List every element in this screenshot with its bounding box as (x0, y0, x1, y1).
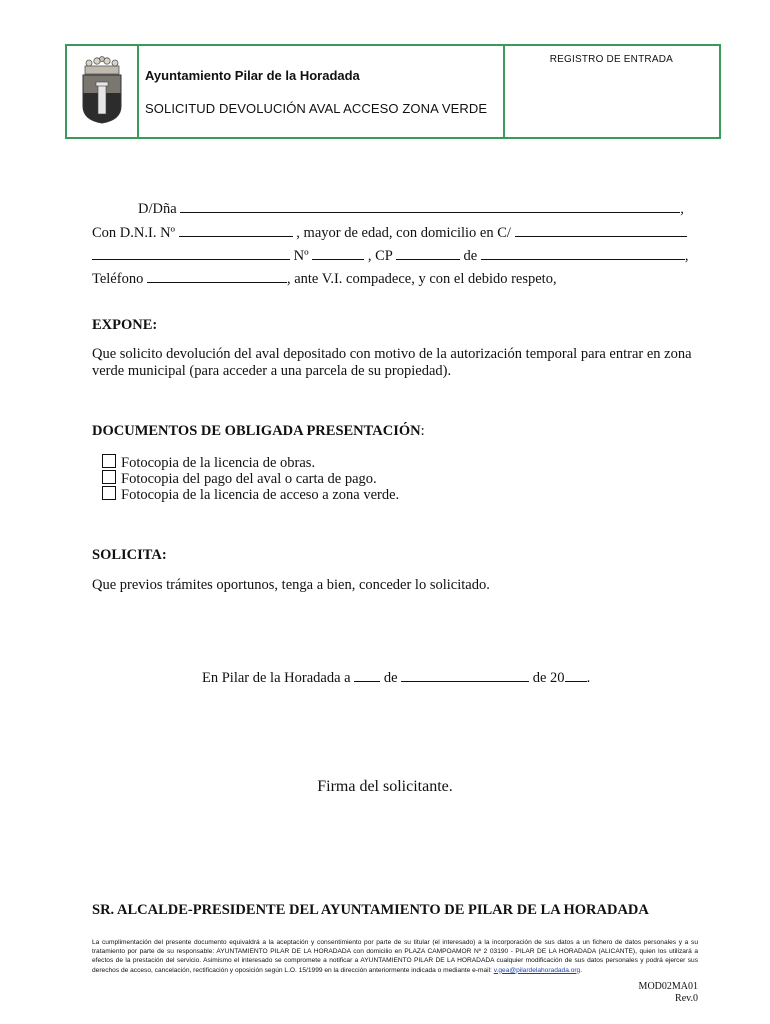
doc-item-pago-aval: Fotocopia del pago del aval o carta de pago. (102, 470, 377, 488)
number-field[interactable] (312, 247, 364, 260)
line-address (92, 247, 688, 265)
expone-text: Que solicito devolución del aval depositado con motivo de la autorización temporal para entrar en zona verde municipal (para acceder a una parcela de su propiedad). (92, 346, 692, 379)
registro-label: REGISTRO DE ENTRADA (549, 54, 673, 65)
ante-text: , ante V.I. compadece, y con el debido respeto, (286, 271, 557, 287)
organization-name: Ayuntamiento Pilar de la Horadada (145, 68, 360, 83)
dni-field[interactable] (179, 224, 293, 237)
doc-item-licencia-zona-verde: Fotocopia de la licencia de acceso a zona verde. (102, 486, 399, 504)
addressee: SR. ALCALDE-PRESIDENTE DEL AYUNTAMIENTO DE PILAR DE LA HORADADA (92, 902, 649, 918)
phone-field[interactable] (147, 270, 287, 283)
mayor-label: , mayor de edad, con domicilio en C/ (296, 225, 511, 241)
crest-cell (67, 46, 139, 137)
solicita-text: Que previos trámites oportunos, tenga a bien, conceder lo solicitado. (92, 577, 490, 593)
legal-notice: La cumplimentación del presente documento equivaldrá a la aceptación y consentimiento por parte de su titular (el interesado) a la incorporación de sus datos a un fichero de datos personales y a su tratamiento por parte de su responsable: AYUNTAMIENTO PILAR DE LA HORADADA con domicilio en PLAZA CAMPOAMOR Nº 2 03190 - PILAR DE LA HORADADA (ALICANTE), quien los utilizará a efectos de la prestación del servicio. Asimismo el interesado se compromete a notificar a AYUNTAMIENTO PILAR DE LA HORADADA cualquier modificación de sus datos personales y podrá ejercer sus derechos de acceso, cancelación, rectificación y oposición según L.O. 15/1999 en la dirección anteriormente indicada o mediante e-mail: v.gea@pilardelahoradada.org. (92, 939, 698, 974)
de-label: de (463, 248, 478, 264)
fecha-place: En Pilar de la Horadada a (202, 670, 351, 686)
dni-label: Con D.N.I. Nº (92, 225, 176, 241)
day-field[interactable] (354, 669, 380, 682)
doc-item-licencia-obras: Fotocopia de la licencia de obras. (102, 454, 315, 472)
checkbox-icon[interactable] (102, 470, 116, 484)
month-field[interactable] (401, 669, 529, 682)
telefono-label: Teléfono (92, 271, 144, 287)
fecha-de2: de 20 (532, 670, 565, 686)
documentos-heading: DOCUMENTOS DE OBLIGADA PRESENTACIÓN: (92, 423, 425, 439)
fecha-de1: de (383, 670, 398, 686)
checkbox-icon[interactable] (102, 454, 116, 468)
solicita-heading: SOLICITA: (92, 547, 167, 563)
municipal-coat-of-arms-icon (81, 56, 123, 124)
line-fecha: En Pilar de la Horadada a de de 20 . (202, 670, 591, 686)
town-field[interactable] (481, 247, 685, 260)
email-link[interactable]: v.gea@pilardelahoradada.org (493, 966, 581, 974)
expone-heading: EXPONE: (92, 317, 158, 333)
signature-label: Firma del solicitante. (317, 778, 453, 795)
document-title: SOLICITUD DEVOLUCIÓN AVAL ACCESO ZONA VERDE (145, 101, 488, 116)
line-dni (92, 224, 687, 242)
header-box (65, 44, 721, 139)
comma: , (680, 201, 684, 217)
cp-field[interactable] (396, 247, 460, 260)
num-label: Nº (293, 248, 309, 264)
street-cont-field[interactable] (92, 247, 290, 260)
name-field[interactable] (180, 200, 680, 213)
line-name (138, 200, 684, 218)
line-phone (92, 270, 557, 288)
comma: , (684, 248, 689, 264)
ddna-label: D/Dña (138, 201, 177, 217)
street-field[interactable] (515, 224, 687, 237)
checkbox-icon[interactable] (102, 486, 116, 500)
cp-label: , CP (367, 248, 393, 264)
year-field[interactable] (565, 669, 587, 682)
form-code: MOD02MA01 Rev.0 (638, 981, 698, 1004)
